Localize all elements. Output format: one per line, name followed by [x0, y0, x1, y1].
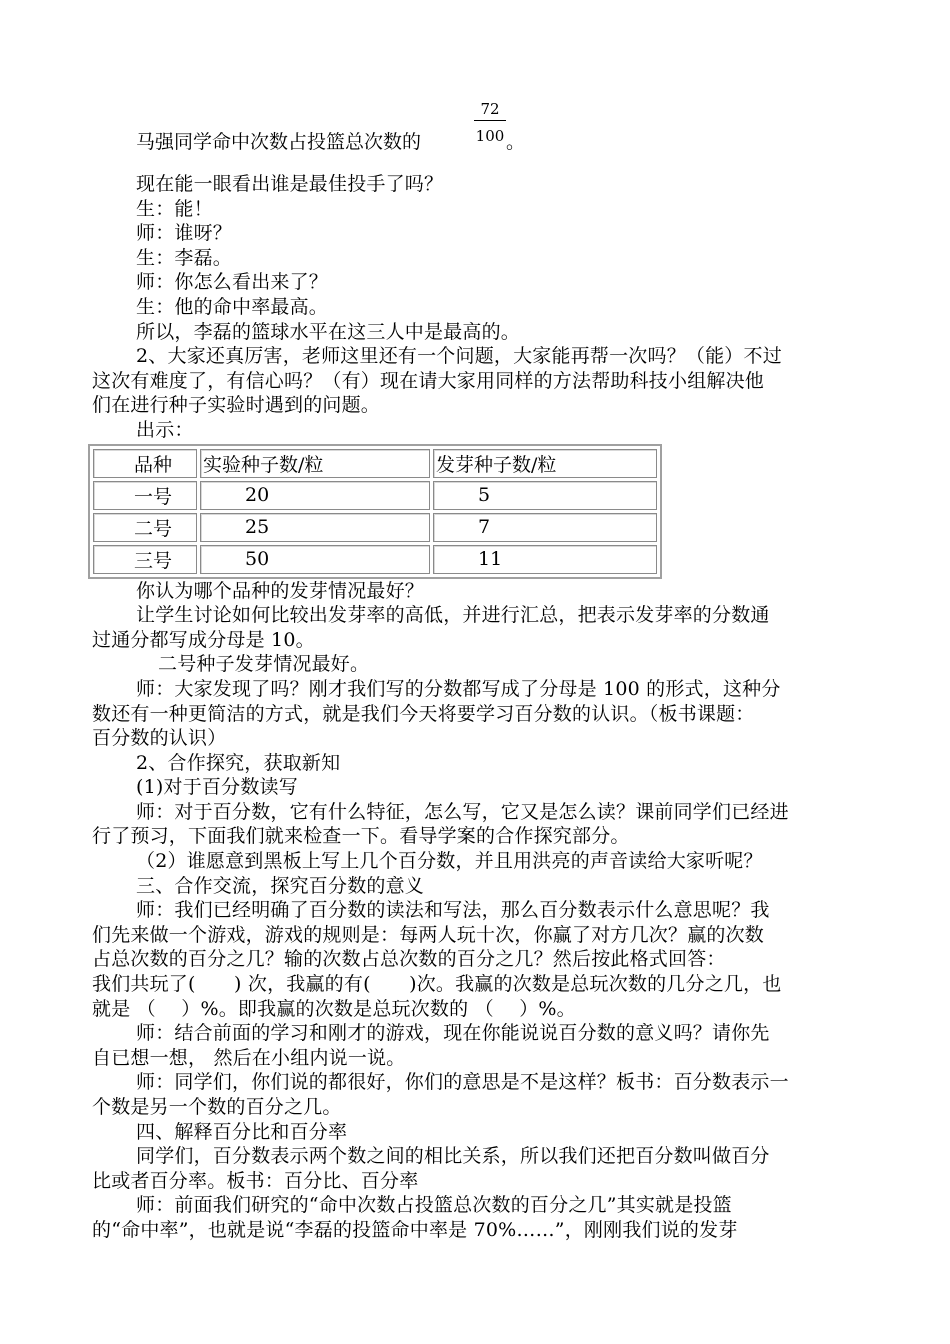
text-line: (1)对于百分数读写	[136, 776, 298, 799]
text-line: 二号种子发芽情况最好。	[158, 653, 370, 676]
fraction-sentence-end: 。	[506, 131, 526, 153]
text-line: 比或者百分率。板书：百分比、百分率	[92, 1169, 419, 1192]
text-line: 所以，李磊的篮球水平在这三人中是最高的。	[136, 320, 521, 343]
text-line: 就是 （ ）%。即我赢的次数是总玩次数的 （ ）%。	[92, 997, 576, 1020]
text-line: 师：同学们，你们说的都很好，你们的意思是不是这样？板书：百分数表示一	[136, 1071, 789, 1094]
text-line: 数还有一种更简洁的方式，就是我们今天将要学习百分数的认识。（板书课题：	[92, 702, 755, 725]
text-line: 这次有难度了，有信心吗？（有）现在请大家用同样的方法帮助科技小组解决他	[92, 369, 765, 392]
text-line: 们先来做一个游戏，游戏的规则是：每两人玩十次，你赢了对方几次？赢的次数	[92, 923, 765, 946]
text-line: （2）谁愿意到黑板上写上几个百分数，并且用洪亮的声音读给大家听呢？	[136, 850, 763, 873]
text-line: 师：前面我们研究的“命中次数占投篮总次数的百分之几”其实就是投篮	[136, 1194, 732, 1217]
text-line: 占总次数的百分之几？输的次数占总次数的百分之几？然后按此格式回答：	[92, 948, 726, 971]
table-cell: 20	[200, 481, 430, 510]
text-line: 师：大家发现了吗？刚才我们写的分数都写成了分母是 100 的形式，这种分	[136, 677, 781, 700]
table-cell: 三号	[93, 545, 197, 574]
text-line: 你认为哪个品种的发芽情况最好？	[136, 579, 425, 602]
text-line: 的“命中率”，也就是说“李磊的投篮命中率是 70%……”，刚刚我们说的发芽	[92, 1218, 738, 1241]
fraction-sentence	[92, 96, 860, 158]
table-cell: 一号	[93, 481, 197, 510]
table-header-cell: 品种	[93, 449, 197, 478]
text-line: 师：我们已经明确了百分数的读法和写法，那么百分数表示什么意思呢？我	[136, 899, 770, 922]
fraction-denominator: 100	[475, 127, 505, 145]
table-header-cell: 发芽种子数/粒	[433, 449, 657, 478]
text-line: 2、合作探究，获取新知	[136, 751, 341, 774]
seed-table	[88, 444, 662, 579]
text-line: 让学生讨论如何比较出发芽率的高低，并进行汇总，把表示发芽率的分数通	[136, 604, 770, 627]
paragraph-gap	[92, 158, 860, 172]
table-cell: 11	[433, 545, 657, 574]
document-page	[92, 96, 860, 1243]
text-line: 师：对于百分数，它有什么特征，怎么写，它又是怎么读？课前同学们已经进	[136, 800, 789, 823]
text-line: 2、大家还真厉害，老师这里还有一个问题，大家能再帮一次吗？（能）不过	[136, 345, 782, 368]
table-cell: 5	[433, 481, 657, 510]
table-row	[93, 545, 657, 574]
text-line: 三、合作交流，探究百分数的意义	[136, 874, 425, 897]
text-line: 出示：	[136, 418, 194, 441]
text-block-upper	[92, 172, 860, 443]
text-block-lower	[92, 579, 860, 1243]
table-row	[93, 481, 657, 510]
table-header-cell: 实验种子数/粒	[200, 449, 430, 478]
fraction-sentence-text: 马强同学命中次数占投篮总次数的	[136, 131, 422, 153]
text-line: 四、解释百分比和百分率	[136, 1120, 348, 1143]
text-line: 生：李磊。	[136, 246, 233, 269]
text-line: 过通分都写成分母是 10。	[92, 628, 315, 651]
fraction-numerator: 72	[474, 100, 506, 121]
text-line: 现在能一眼看出谁是最佳投手了吗？	[136, 173, 444, 195]
text-line: 个数是另一个数的百分之几。	[92, 1096, 342, 1118]
table-cell: 二号	[93, 513, 197, 542]
text-line: 同学们，百分数表示两个数之间的相比关系，所以我们还把百分数叫做百分	[136, 1145, 770, 1168]
table-cell: 7	[433, 513, 657, 542]
text-line: 师：结合前面的学习和刚才的游戏，现在你能说说百分数的意义吗？请你先	[136, 1022, 770, 1045]
text-line: 生：他的命中率最高。	[136, 295, 329, 318]
table-cell: 50	[200, 545, 430, 574]
fraction	[474, 100, 506, 145]
text-line: 生：能！	[136, 197, 213, 220]
text-line: 师：你怎么看出来了？	[136, 271, 329, 294]
text-line: 行了预习，下面我们就来检查一下。看导学案的合作探究部分。	[92, 825, 630, 848]
text-line: 师：谁呀？	[136, 222, 233, 245]
table-row	[93, 513, 657, 542]
text-line: 我们共玩了( ) 次，我赢的有( )次。我赢的次数是总玩次数的几分之几，也	[92, 973, 782, 996]
text-line: 百分数的认识）	[92, 727, 227, 750]
table-cell: 25	[200, 513, 430, 542]
text-line: 们在进行种子实验时遇到的问题。	[92, 394, 381, 417]
table-header-row	[93, 449, 657, 478]
text-line: 自已想一想， 然后在小组内说一说。	[92, 1046, 406, 1069]
